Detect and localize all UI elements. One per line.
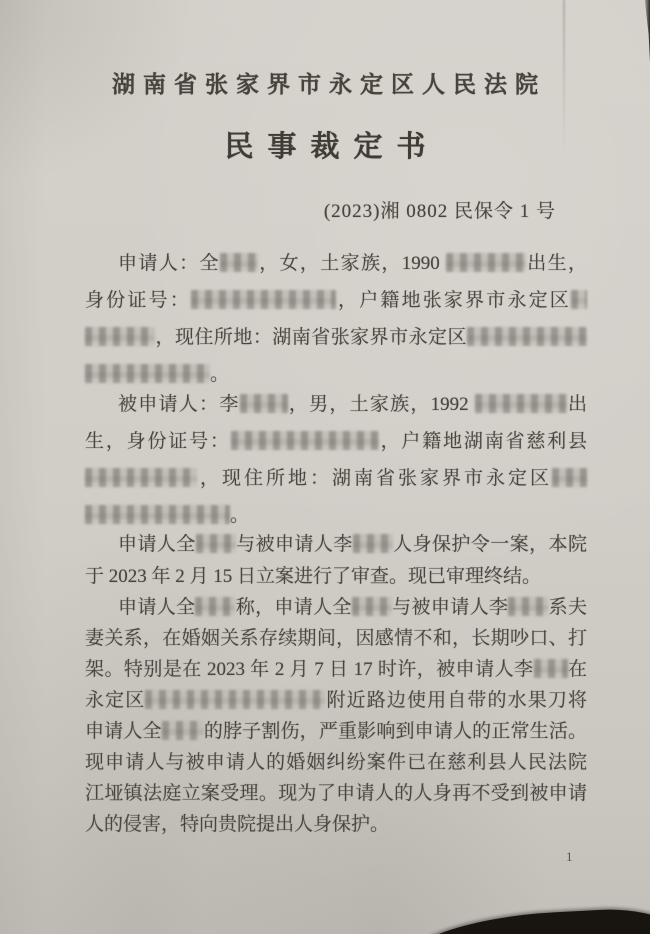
text-run: 生，身份证号： — [85, 431, 231, 452]
text-run: 人的侵害，特向贵院提出人身保护。 — [85, 814, 390, 835]
redaction-block — [571, 290, 587, 309]
redaction-block — [534, 659, 568, 678]
text-run: 在 — [567, 659, 587, 680]
text-line — [85, 319, 587, 356]
text-run: 。 — [230, 505, 250, 526]
redaction-block — [446, 253, 526, 272]
photo-edge-top-right — [643, 0, 650, 62]
paragraph-applicant-info — [85, 245, 587, 393]
text-run: 申请人全 — [118, 534, 196, 555]
text-line — [85, 778, 587, 809]
text-run: ，现住所地：湖南省张家界市永定区 — [155, 327, 467, 348]
text-line — [85, 685, 587, 716]
text-run: 出 — [566, 394, 587, 415]
text-line — [85, 592, 587, 623]
text-line — [85, 716, 587, 747]
redaction-block — [85, 505, 230, 524]
text-line — [85, 561, 587, 593]
text-run: 出生， — [525, 253, 587, 274]
redaction-block — [85, 364, 210, 383]
text-run: 附近路边使用自带的水果刀将 — [325, 690, 587, 711]
page-number: 1 — [566, 849, 573, 864]
redaction-block — [220, 253, 258, 272]
text-run: 现申请人与被申请人的婚姻纠纷案件已在慈利县人民法院 — [85, 752, 587, 773]
text-run: ，女，土家族，1990 — [257, 253, 446, 274]
text-run: 妻关系，在婚姻关系存续期间，因感情不和，长期吵口、打 — [85, 628, 587, 649]
text-line — [85, 529, 587, 561]
redaction-block — [196, 534, 236, 553]
text-run: 申请人全 — [118, 597, 196, 618]
text-run: 系夫 — [548, 597, 587, 618]
text-run: 。 — [210, 364, 230, 385]
redaction-block — [145, 690, 325, 709]
paragraph-case-filing — [85, 529, 587, 593]
redaction-block — [552, 468, 587, 487]
redaction-block — [195, 597, 235, 616]
text-run: 架。特别是在 2023 年 2 月 7 日 17 时许，被申请人李 — [85, 659, 534, 680]
text-run: ，户籍地张家界市永定区 — [335, 290, 571, 311]
redaction-block — [467, 327, 587, 346]
document-title: 民事裁定书 — [224, 131, 440, 164]
redaction-block — [85, 327, 155, 346]
text-line — [85, 282, 587, 319]
text-run: 身份证号： — [85, 290, 191, 311]
paragraph-respondent-info — [85, 386, 587, 534]
court-name: 湖南省张家界市永定区人民法院 — [112, 72, 546, 98]
text-line — [85, 747, 587, 778]
text-run: 与被申请人李 — [391, 597, 509, 618]
paragraph-applicant-claims — [85, 592, 587, 840]
text-run: 申请人全 — [85, 721, 162, 742]
text-run: 永定区 — [85, 690, 146, 711]
text-line — [85, 654, 587, 685]
redaction-block — [162, 721, 204, 740]
text-line — [85, 809, 587, 840]
text-line — [85, 423, 587, 460]
redaction-block — [508, 597, 548, 616]
text-line — [85, 386, 587, 423]
text-run: 的脖子割伤，严重影响到申请人的正常生活。 — [203, 721, 587, 742]
case-number: (2023)湘 0802 民保令 1 号 — [323, 201, 556, 222]
redaction-block — [85, 468, 197, 487]
redaction-block — [191, 290, 336, 309]
redaction-block — [353, 534, 393, 553]
text-line — [85, 245, 587, 282]
text-run: ，现住所地：湖南省张家界市永定区 — [197, 468, 552, 489]
text-line — [85, 460, 587, 497]
text-run: 人身保护令一案，本院 — [392, 534, 587, 555]
text-run: 被申请人：李 — [118, 394, 240, 415]
document-body — [85, 0, 587, 934]
text-run: ，男，土家族，1992 — [287, 394, 475, 415]
text-run: 申请人：全 — [118, 253, 220, 274]
redaction-block — [231, 431, 379, 450]
text-line — [85, 623, 587, 654]
redaction-block — [240, 394, 288, 413]
text-run: 于 2023 年 2 月 15 日立案进行了审查。现已审理终结。 — [85, 566, 542, 587]
text-run: 江垭镇法庭立案受理。现为了申请人的人身再不受到被申请 — [85, 783, 587, 804]
redaction-block — [475, 394, 567, 413]
text-run: 与被申请人李 — [235, 534, 353, 555]
redaction-block — [352, 597, 392, 616]
text-run: ，户籍地湖南省慈利县 — [378, 431, 587, 452]
text-run: 称，申请人全 — [235, 597, 352, 618]
